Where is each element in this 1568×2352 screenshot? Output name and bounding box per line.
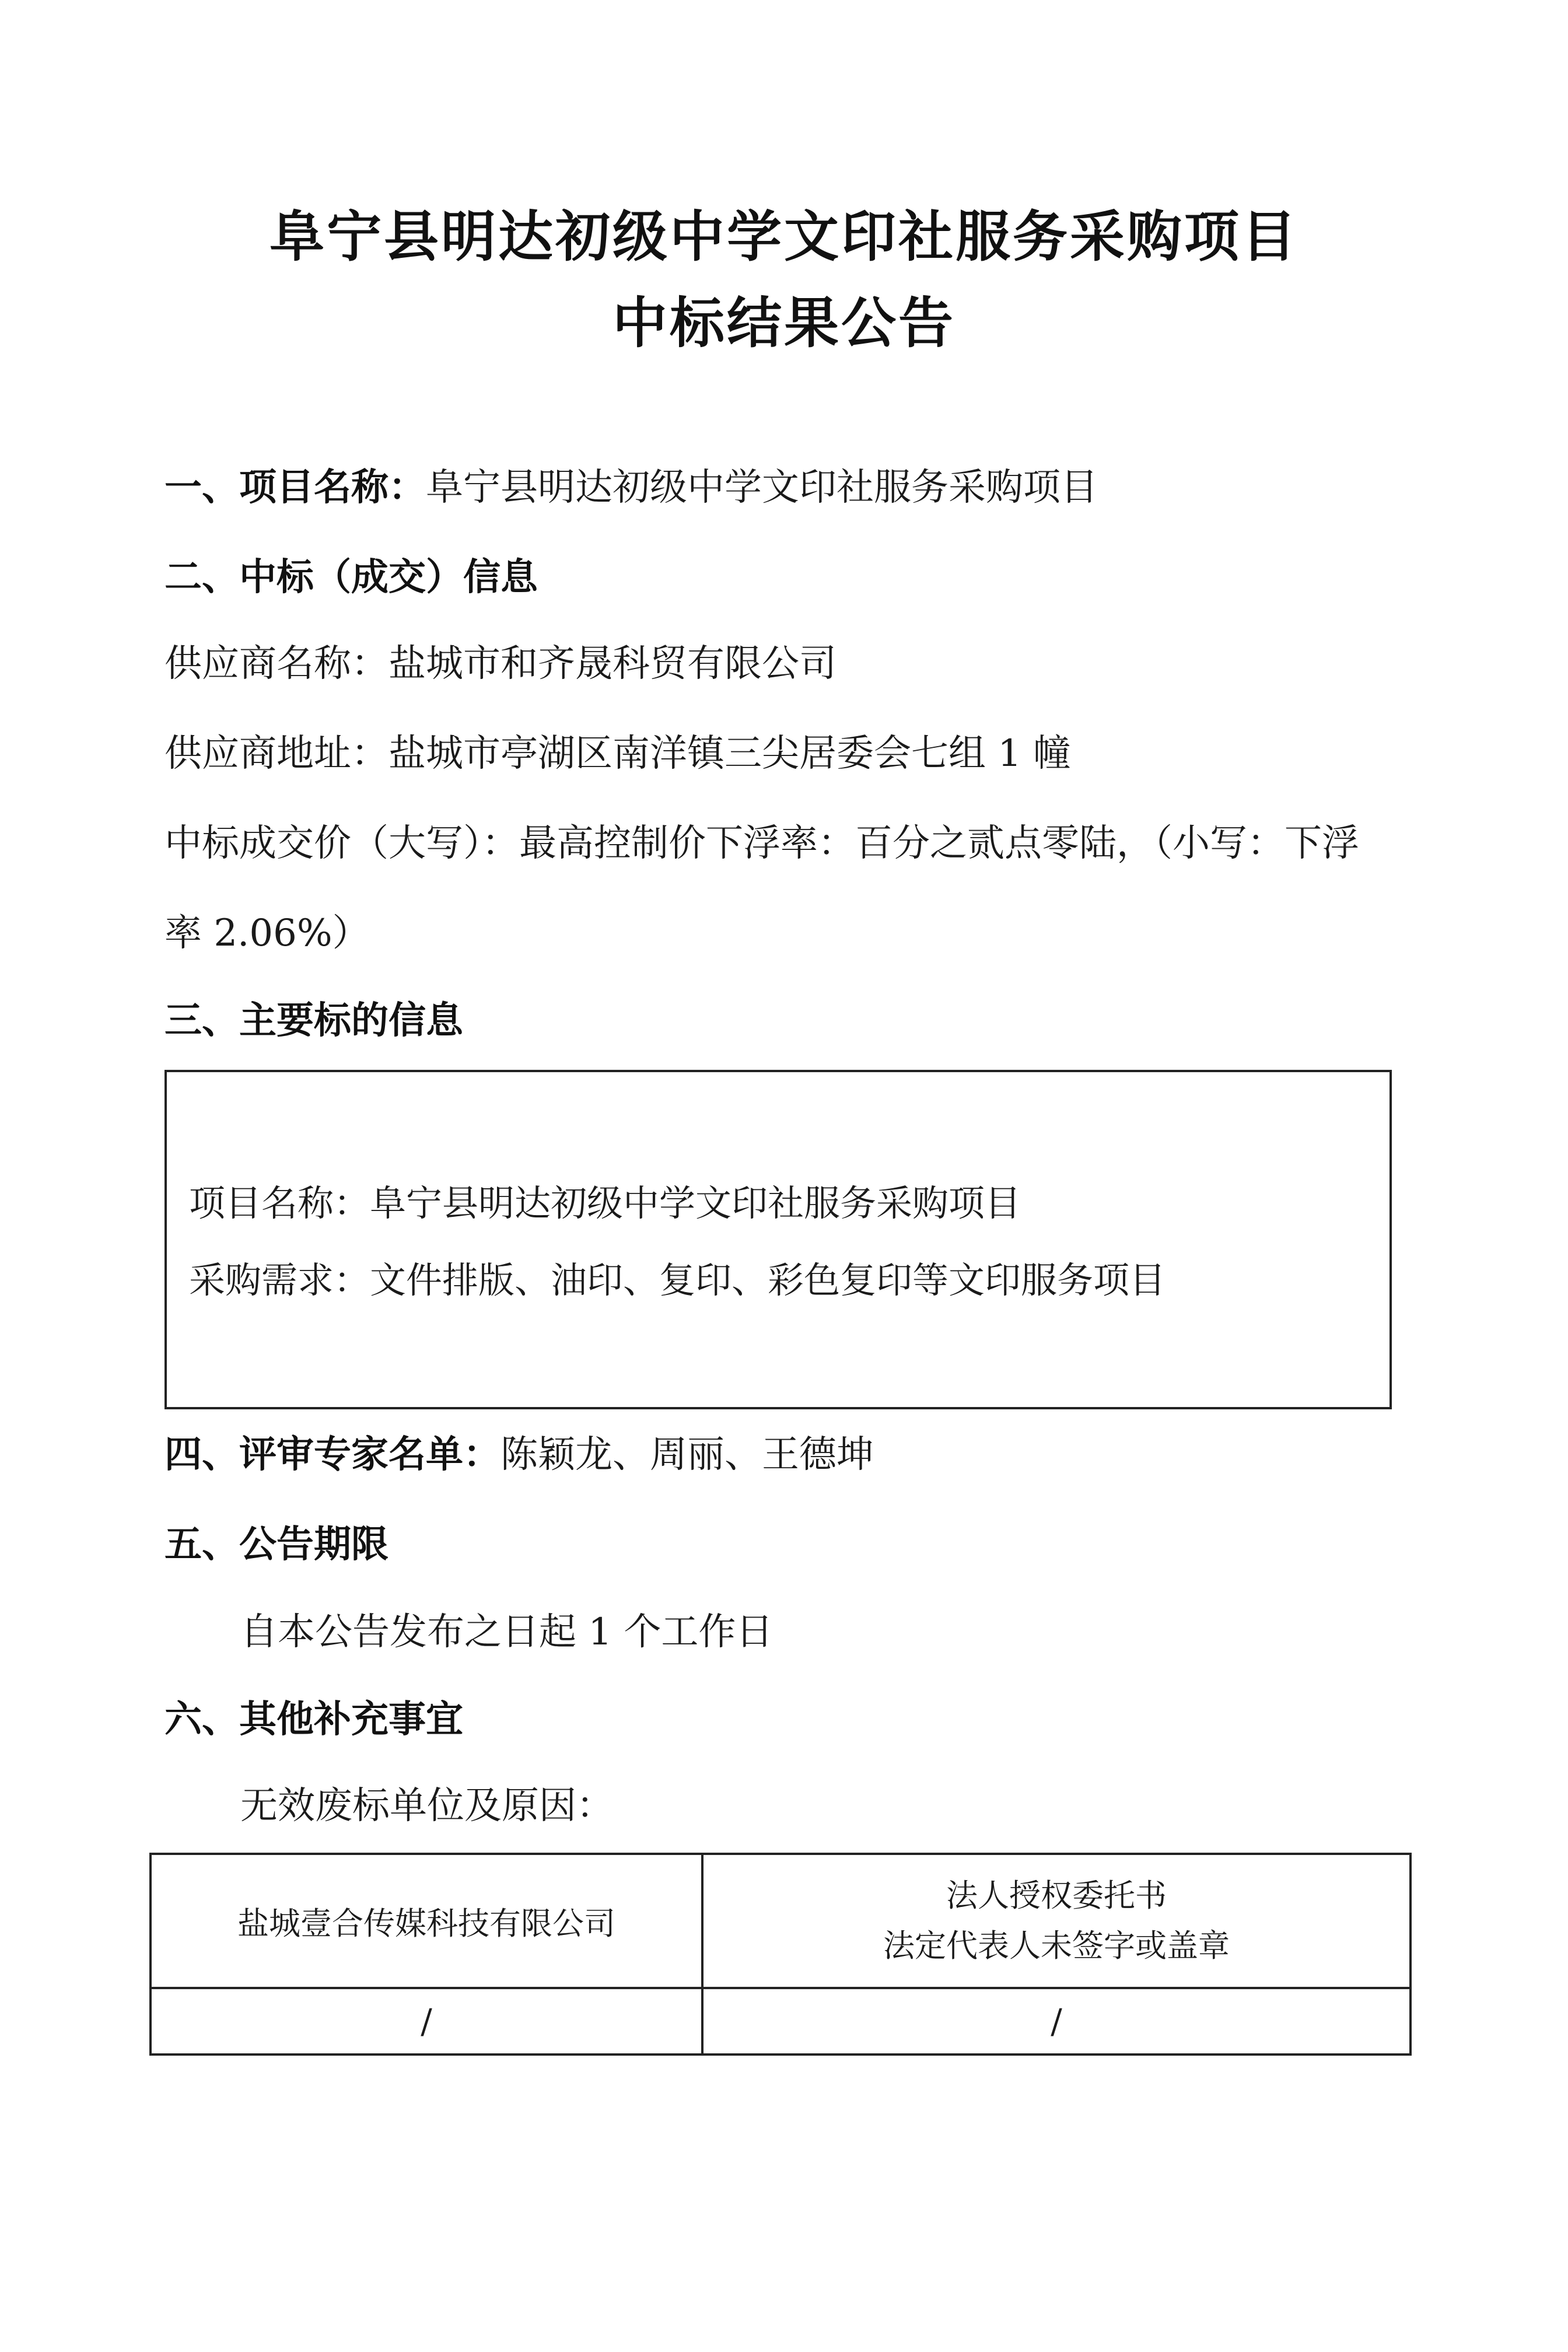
table-cell-reason-empty: / bbox=[702, 1988, 1410, 2054]
section-2-heading: 二、中标（成交）信息 bbox=[164, 556, 538, 599]
box-project-name: 项目名称：阜宁县明达初级中学文印社服务采购项目 bbox=[189, 1182, 1021, 1224]
supplier-address: 供应商地址：盐城市亭湖区南洋镇三尖居委会七组 1 幢 bbox=[164, 732, 1071, 775]
section-6-heading: 六、其他补充事宜 bbox=[164, 1698, 463, 1741]
section-5-heading: 五、公告期限 bbox=[164, 1523, 388, 1566]
section-1-value: 阜宁县明达初级中学文印社服务采购项目 bbox=[426, 466, 1098, 509]
section-4-value: 陈颖龙、周丽、王德坤 bbox=[501, 1433, 874, 1476]
section-4-heading: 四、评审专家名单： bbox=[164, 1433, 501, 1476]
section-4-experts bbox=[164, 1433, 874, 1476]
table-cell-company-empty: / bbox=[150, 1988, 702, 2054]
table-cell-company bbox=[150, 1854, 702, 1988]
main-subject-box bbox=[164, 1070, 1392, 1409]
box-requirement: 采购需求：文件排版、油印、复印、彩色复印等文印服务项目 bbox=[189, 1259, 1166, 1301]
document-title-line1: 阜宁县明达初级中学文印社服务采购项目 bbox=[269, 205, 1298, 269]
reason-line1: 法人授权委托书 bbox=[946, 1877, 1167, 1914]
section-1-heading: 一、项目名称： bbox=[164, 466, 426, 509]
winning-price-line1: 中标成交价（大写）：最高控制价下浮率：百分之贰点零陆，（小写：下浮 bbox=[164, 822, 1359, 865]
section-1-project-name bbox=[164, 466, 1098, 509]
table-row bbox=[150, 1854, 1410, 1988]
document-title-line2: 中标结果公告 bbox=[612, 292, 956, 355]
supplier-name: 供应商名称：盐城市和齐晟科贸有限公司 bbox=[164, 642, 836, 685]
table-cell-reason bbox=[702, 1854, 1410, 1988]
company-name: 盐城壹合传媒科技有限公司 bbox=[237, 1905, 615, 1942]
table-row bbox=[150, 1988, 1410, 2054]
invalid-bids-table bbox=[149, 1853, 1412, 2056]
reason-line2: 法定代表人未签字或盖章 bbox=[883, 1927, 1230, 1964]
section-5-text: 自本公告发布之日起 1 个工作日 bbox=[240, 1611, 774, 1654]
section-6-text: 无效废标单位及原因： bbox=[240, 1784, 614, 1828]
winning-price-line2: 率 2.06%） bbox=[164, 912, 370, 955]
section-3-heading: 三、主要标的信息 bbox=[164, 999, 463, 1042]
